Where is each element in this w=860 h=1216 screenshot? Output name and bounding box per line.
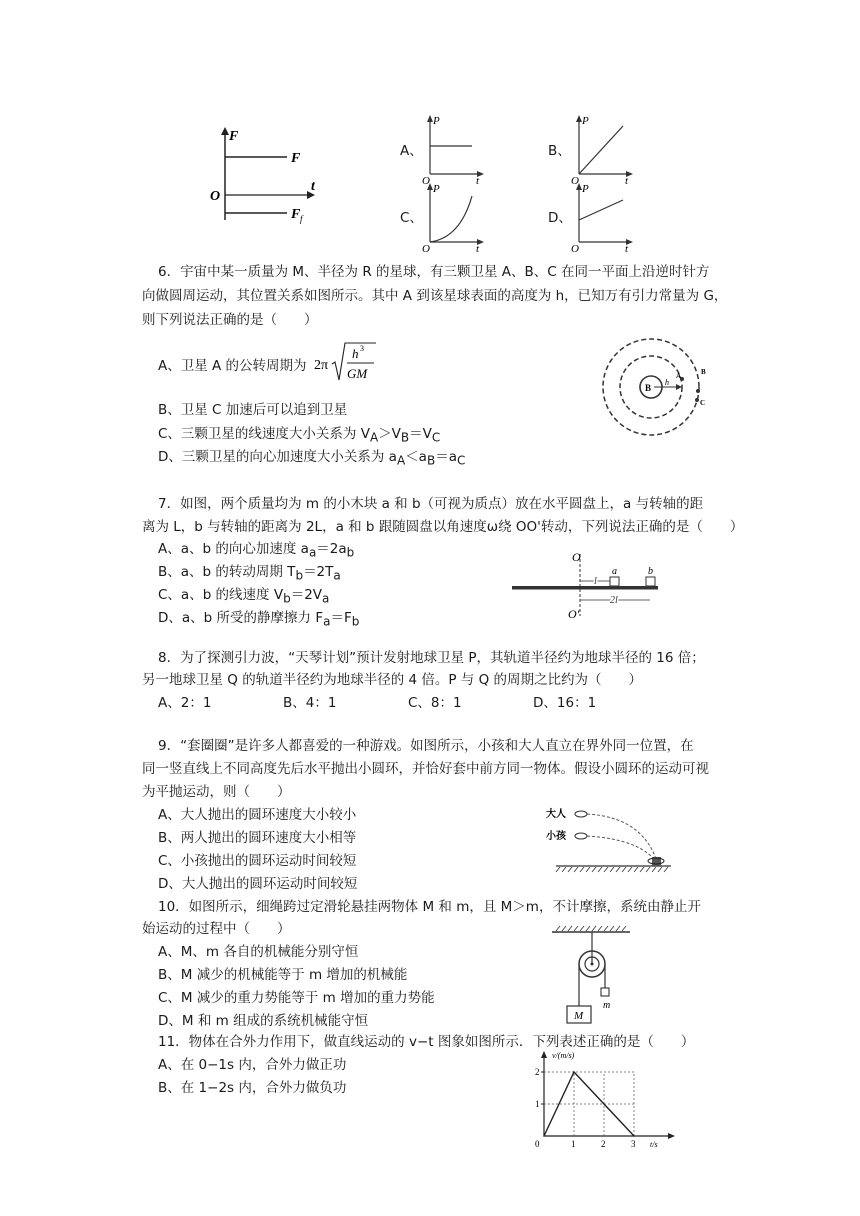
graph-A <box>418 112 488 184</box>
q9-option-A: A、大人抛出的圆环速度大小较小 <box>158 807 357 823</box>
q10-option-D: D、M 和 m 组成的系统机械能守恒 <box>158 1013 369 1029</box>
q6-option-B: B、卫星 C 加速后可以追到卫星 <box>158 402 348 418</box>
friction-subscript: f <box>300 214 303 224</box>
graph-B <box>567 112 637 184</box>
svg-text:m: m <box>603 1000 611 1011</box>
q10-pulley-figure <box>550 924 640 1024</box>
svg-text:M: M <box>574 1010 584 1022</box>
q9-stem-2: 同一竖直线上不同高度先后水平抛出小圆环，并恰好套中前方同一物体。假设小圆环的运动可视 <box>142 761 709 777</box>
axis-O-label: O <box>210 189 221 204</box>
svg-text:小孩: 小孩 <box>546 831 566 842</box>
q9-stem-1: 9．“套圈圈”是许多人都喜爱的一种游戏。如图所示，小孩和大人直立在界外同一位置，在 <box>158 738 694 754</box>
q6-option-D: D、三颗卫星的向心加速度大小关系为 $a_A<a_B=a_C$ <box>158 449 466 468</box>
svg-text:C: C <box>700 399 706 407</box>
q11-vt-chart <box>532 1048 682 1148</box>
option-A-label: A、 <box>400 143 423 159</box>
q8-stem-1: 8．为了探测引力波，“天琴计划”预计发射地球卫星 P，其轨道半径约为地球半径的 16 倍； <box>158 650 705 666</box>
q7-option-C: C、a、b 的线速度 $V_b=2V_a$ <box>158 587 330 606</box>
x-axis-arrow <box>668 1133 675 1139</box>
q6-option-A <box>158 356 307 376</box>
y-tick-label: 2 <box>535 1067 540 1077</box>
option-C-label: C、 <box>400 210 423 226</box>
y-tick-label: 1 <box>535 1099 540 1109</box>
svg-text:h: h <box>665 378 669 387</box>
svg-text:P: P <box>433 183 440 195</box>
q6-orbit-figure <box>598 330 714 446</box>
q8-stem-2: 另一地球卫星 Q 的轨道半径约为地球半径的 4 倍。P 与 Q 的周期之比约为（ ） <box>142 672 643 688</box>
q6-stem-3: 则下列说法正确的是（ ） <box>142 312 318 328</box>
svg-text:l: l <box>594 576 597 587</box>
q11-option-B: B、在 1−2s 内，合外力做负功 <box>158 1080 347 1096</box>
q6-stem-1: 6．宇宙中某一质量为 M、半径为 R 的星球，有三颗卫星 A、B、C 在同一平面上沿逆时针方 <box>158 264 710 280</box>
q9-stem-3: 为平抛运动，则（ ） <box>142 784 291 800</box>
q11-stem: 11．物体在合外力作用下，做直线运动的 v−t 图象如图所示．下列表述正确的是（ ） <box>158 1034 695 1050</box>
q10-stem-2: 始运动的过程中（ ） <box>142 921 291 937</box>
svg-text:O': O' <box>568 607 580 621</box>
svg-text:O: O <box>422 175 430 184</box>
q11-option-A: A、在 0−1s 内，合外力做正功 <box>158 1057 347 1073</box>
y-axis-arrow <box>541 1051 547 1058</box>
svg-text:t: t <box>625 175 629 184</box>
svg-text:h: h <box>352 346 359 361</box>
graph-D <box>567 180 637 252</box>
svg-text:O: O <box>572 550 581 564</box>
x-tick-label: 1 <box>571 1139 576 1148</box>
data-point <box>543 1135 545 1137</box>
data-point <box>633 1135 635 1137</box>
q9-option-D: D、大人抛出的圆环运动时间较短 <box>158 876 358 892</box>
svg-text:P: P <box>433 115 440 127</box>
q10-option-C: C、M 减少的重力势能等于 m 增加的重力势能 <box>158 990 435 1006</box>
data-point <box>573 1071 575 1073</box>
q6-option-C: C、三颗卫星的线速度大小关系为 $V_A>V_B=V_C$ <box>158 426 441 445</box>
svg-text:GM: GM <box>347 366 368 381</box>
svg-text:O: O <box>571 243 579 252</box>
svg-text:a: a <box>612 566 617 577</box>
option-D-label: D、 <box>548 210 572 226</box>
svg-text:B: B <box>701 368 706 376</box>
q7-option-D: D、a、b 所受的静摩擦力 $F_a=F_b$ <box>158 610 360 629</box>
q7-stem-1: 7．如图，两个质量均为 m 的小木块 a 和 b（可视为质点）放在水平圆盘上，a 与转轴的距 <box>158 496 704 512</box>
q10-stem-1: 10．如图所示，细绳跨过定滑轮悬挂两物体 M 和 m，且 M＞m，不计摩擦，系统由静止开 <box>158 899 701 915</box>
svg-text:大人: 大人 <box>546 809 566 820</box>
q10-option-A: A、M、m 各自的机械能分别守恒 <box>158 944 359 960</box>
q6-period-formula <box>314 340 378 388</box>
option-B-label: B、 <box>548 143 571 159</box>
svg-text:A: A <box>676 372 682 380</box>
svg-text:2π: 2π <box>314 358 329 373</box>
x-tick-label: 0 <box>535 1139 540 1148</box>
y-axis-label: v/(m/s) <box>552 1051 575 1060</box>
q7-option-B: B、a、b 的转动周期 $T_b=2T_a$ <box>158 564 341 583</box>
q8-option-B: B、4：1 <box>283 695 337 711</box>
q7-stem-2: 离为 L，b 与转轴的距离为 2L，a 和 b 跟随圆盘以角速度ω绕 OO'转动，下列说法正确的是（ ） <box>142 519 744 535</box>
svg-text:t: t <box>476 175 480 184</box>
svg-text:t: t <box>476 243 480 252</box>
q7-disc-figure <box>510 548 660 622</box>
q9-option-B: B、两人抛出的圆环速度大小相等 <box>158 830 357 846</box>
q8-option-A: A、2：1 <box>158 695 212 711</box>
upper-force-label: F <box>291 151 301 166</box>
q8-option-C: C、8：1 <box>408 695 462 711</box>
q6-stem-2: 向做圆周运动，其位置关系如图所示。其中 A 到该星球表面的高度为 h，已知万有引力常量为 G， <box>142 288 728 304</box>
svg-text:b: b <box>648 566 653 577</box>
svg-text:O: O <box>422 243 430 252</box>
axis-F-label: F <box>229 129 239 144</box>
svg-text:O: O <box>571 175 579 184</box>
friction-label: F <box>291 207 301 222</box>
force-time-graph <box>205 125 315 230</box>
x-tick-label: 2 <box>601 1139 606 1148</box>
svg-text:P: P <box>582 115 589 127</box>
q7-option-A: A、a、b 的向心加速度 $a_a=2a_b$ <box>158 541 355 560</box>
axis-t-label: t <box>311 179 315 194</box>
q9-option-C: C、小孩抛出的圆环运动时间较短 <box>158 853 357 869</box>
q8-option-D: D、16：1 <box>533 695 597 711</box>
q10-option-B: B、M 减少的机械能等于 m 增加的机械能 <box>158 967 408 983</box>
x-axis-label: t/s <box>650 1140 658 1148</box>
q9-ring-toss-figure <box>546 803 676 875</box>
svg-text:2l: 2l <box>610 595 618 606</box>
x-tick-label: 3 <box>631 1139 636 1148</box>
svg-text:3: 3 <box>360 344 364 353</box>
q6-option-A-text: A、卫星 A 的公转周期为 <box>158 358 307 374</box>
svg-text:B: B <box>645 383 652 393</box>
svg-text:t: t <box>625 243 629 252</box>
svg-text:P: P <box>582 183 589 195</box>
graph-C <box>418 180 488 252</box>
